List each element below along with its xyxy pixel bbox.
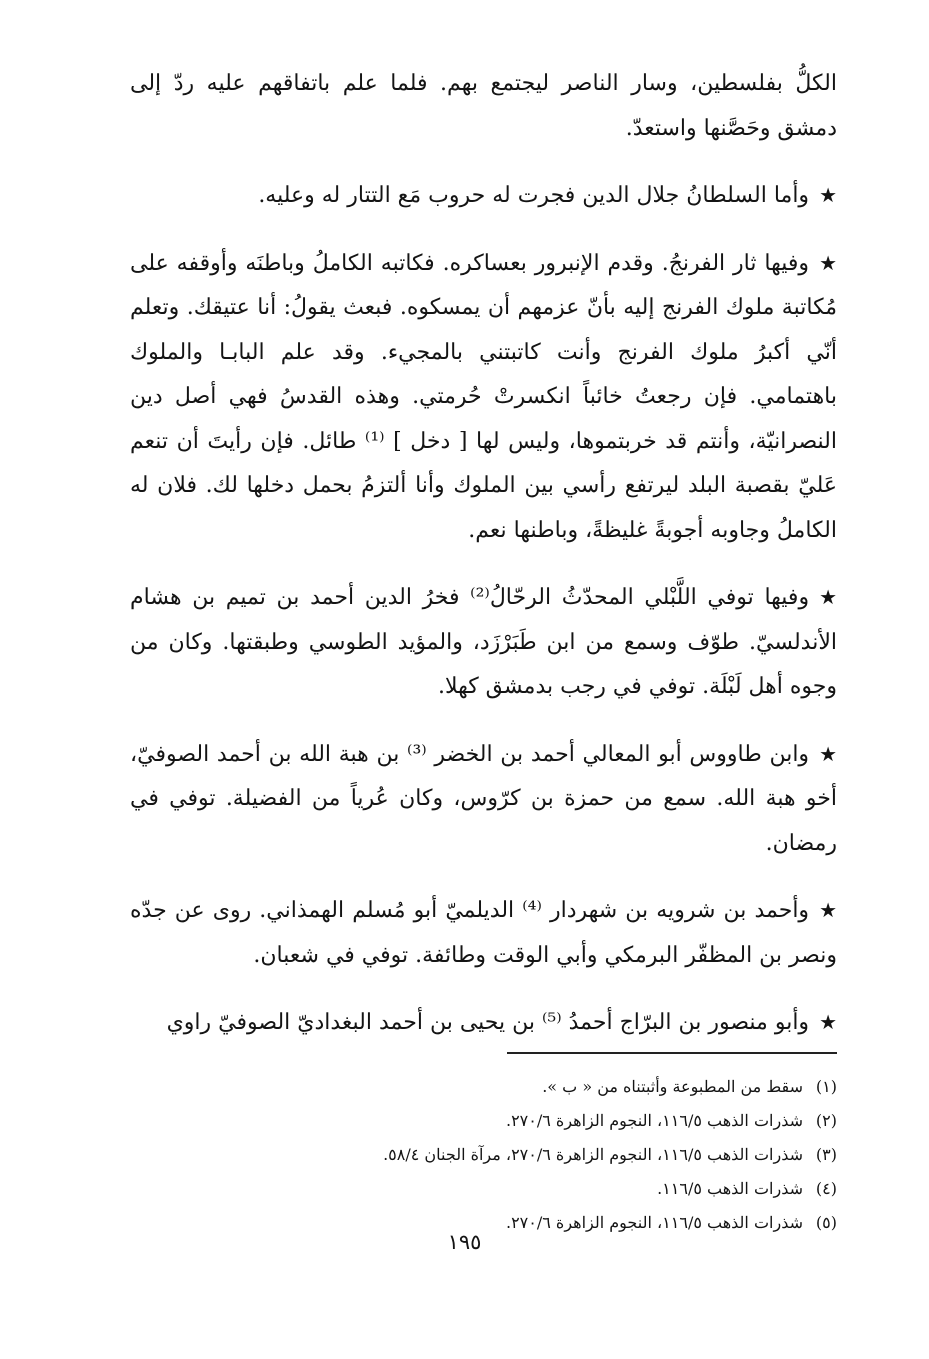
paragraph <box>130 732 837 867</box>
main-text <box>130 62 837 1046</box>
footnote-number: (٥) <box>815 1212 837 1232</box>
footnote-divider <box>507 1052 837 1054</box>
star-icon: ★ <box>819 741 837 766</box>
footnote-text: سقط من المطبوعة وأثبتناه من « ب ». <box>542 1076 803 1096</box>
star-icon: ★ <box>819 898 837 922</box>
star-icon: ★ <box>819 585 838 609</box>
paragraph-text: وابن طاووس أبو المعالي أحمد بن الخضر ⁽³⁾ بن هبة الله بن أحمد الصوفيّ، أخو هبة الله. سمع من حمزة بن كرّوس، وكان عُرياً من الفضيلة. توفي في رمضان. <box>130 741 837 856</box>
footnote-text: شذرات الذهب ١١٦/٥، النجوم الزاهرة ٢٧٠/٦. <box>505 1212 803 1232</box>
footnote-number: (٤) <box>815 1178 837 1198</box>
star-icon: ★ <box>819 250 837 275</box>
footnote-text: شذرات الذهب ١١٦/٥، النجوم الزاهرة ٢٧٠/٦. <box>505 1110 803 1130</box>
paragraph-text: وأبو منصور بن البرّاج أحمدُ ⁽⁵⁾ بن يحيى بن أحمد البغداديّ الصوفيّ راوي <box>166 1010 810 1035</box>
paragraph-text: وأحمد بن شرويه بن شهردار ⁽⁴⁾ الديلميّ أبو مُسلم الهمذاني. روى عن جدّه ونصر بن المظفّر البرمكي وأبي الوقت وطائفة. توفي في شعبان. <box>130 898 837 968</box>
footnote <box>130 1138 837 1172</box>
paragraph <box>130 575 837 710</box>
star-icon: ★ <box>819 1010 837 1034</box>
paragraph-text: الكلُّ بفلسطين، وسار الناصر ليجتمع بهم. فلما علم باتفاقهم عليه ردّ إلى دمشق وحَصَّنها واستعدّ. <box>130 71 837 141</box>
footnote-number: (١) <box>815 1076 837 1096</box>
paragraph <box>130 241 837 554</box>
footnotes <box>130 1070 837 1240</box>
paragraph-text: وأما السلطانُ جلال الدين فجرت له حروب مَع التتار له وعليه. <box>258 183 810 208</box>
paragraph <box>130 173 837 219</box>
footnote-text: شذرات الذهب ١١٦/٥. <box>657 1178 803 1198</box>
paragraph-text: وفيها توفي اللَّبْلي المحدّثُ الرحّالُ⁽²⁾ فخرُ الدين أحمد بن تميم بن هشام الأندلسيّ. طوّف وسمع من ابن طَبَرْزَد، والمؤيد الطوسي وطبقتها. وكان من وجوه أهل لَبْلَة. توفي في رجب بدمشق كهلا. <box>130 585 837 699</box>
paragraph-continuation <box>130 62 837 151</box>
footnote <box>130 1172 837 1206</box>
footnote <box>130 1070 837 1104</box>
footnote-number: (٢) <box>815 1110 837 1130</box>
paragraph <box>130 1000 837 1046</box>
footnote <box>130 1104 837 1138</box>
footnote-text: شذرات الذهب ١١٦/٥، النجوم الزاهرة ٢٧٠/٦، مرآة الجنان ٥٨/٤. <box>383 1144 803 1164</box>
paragraph <box>130 888 837 978</box>
star-icon: ★ <box>819 183 837 207</box>
page-number: ١٩٥ <box>447 1230 482 1254</box>
footnote-number: (٣) <box>815 1144 837 1164</box>
paragraph-text: وفيها ثار الفرنجُ. وقدم الإنبرور بعساكره. فكاتبه الكاملُ وباطنَه وأوقفه على مُكاتبة ملوك الفرنج إليه بأنّ عزمهم أن يمسكوه. فبعث يقولُ: أنا عتيقك. وتعلم أنّي أكبرُ ملوك الفرنج وأنت كاتبتني بالمجيء. وقد علم البابـا والملوك باهتمامي. فإن رجعتُ خائباً انكسرتْ حُرمتي. وهذه القدسُ فهي أصل دين النصرانيّة، وأنتم قد خربتموها، وليس لها [ دخل ] ⁽¹⁾ طائل. فإن رأيتَ أن تنعم عَليّ بقصبة البلد ليرتفع رأسي بين الملوك وأنا ألتزمُ بحمل دخلها لك. فلان له الكاملُ وجاوبه أجوبةً غليظةً، وباطنها نعم. <box>130 250 837 543</box>
